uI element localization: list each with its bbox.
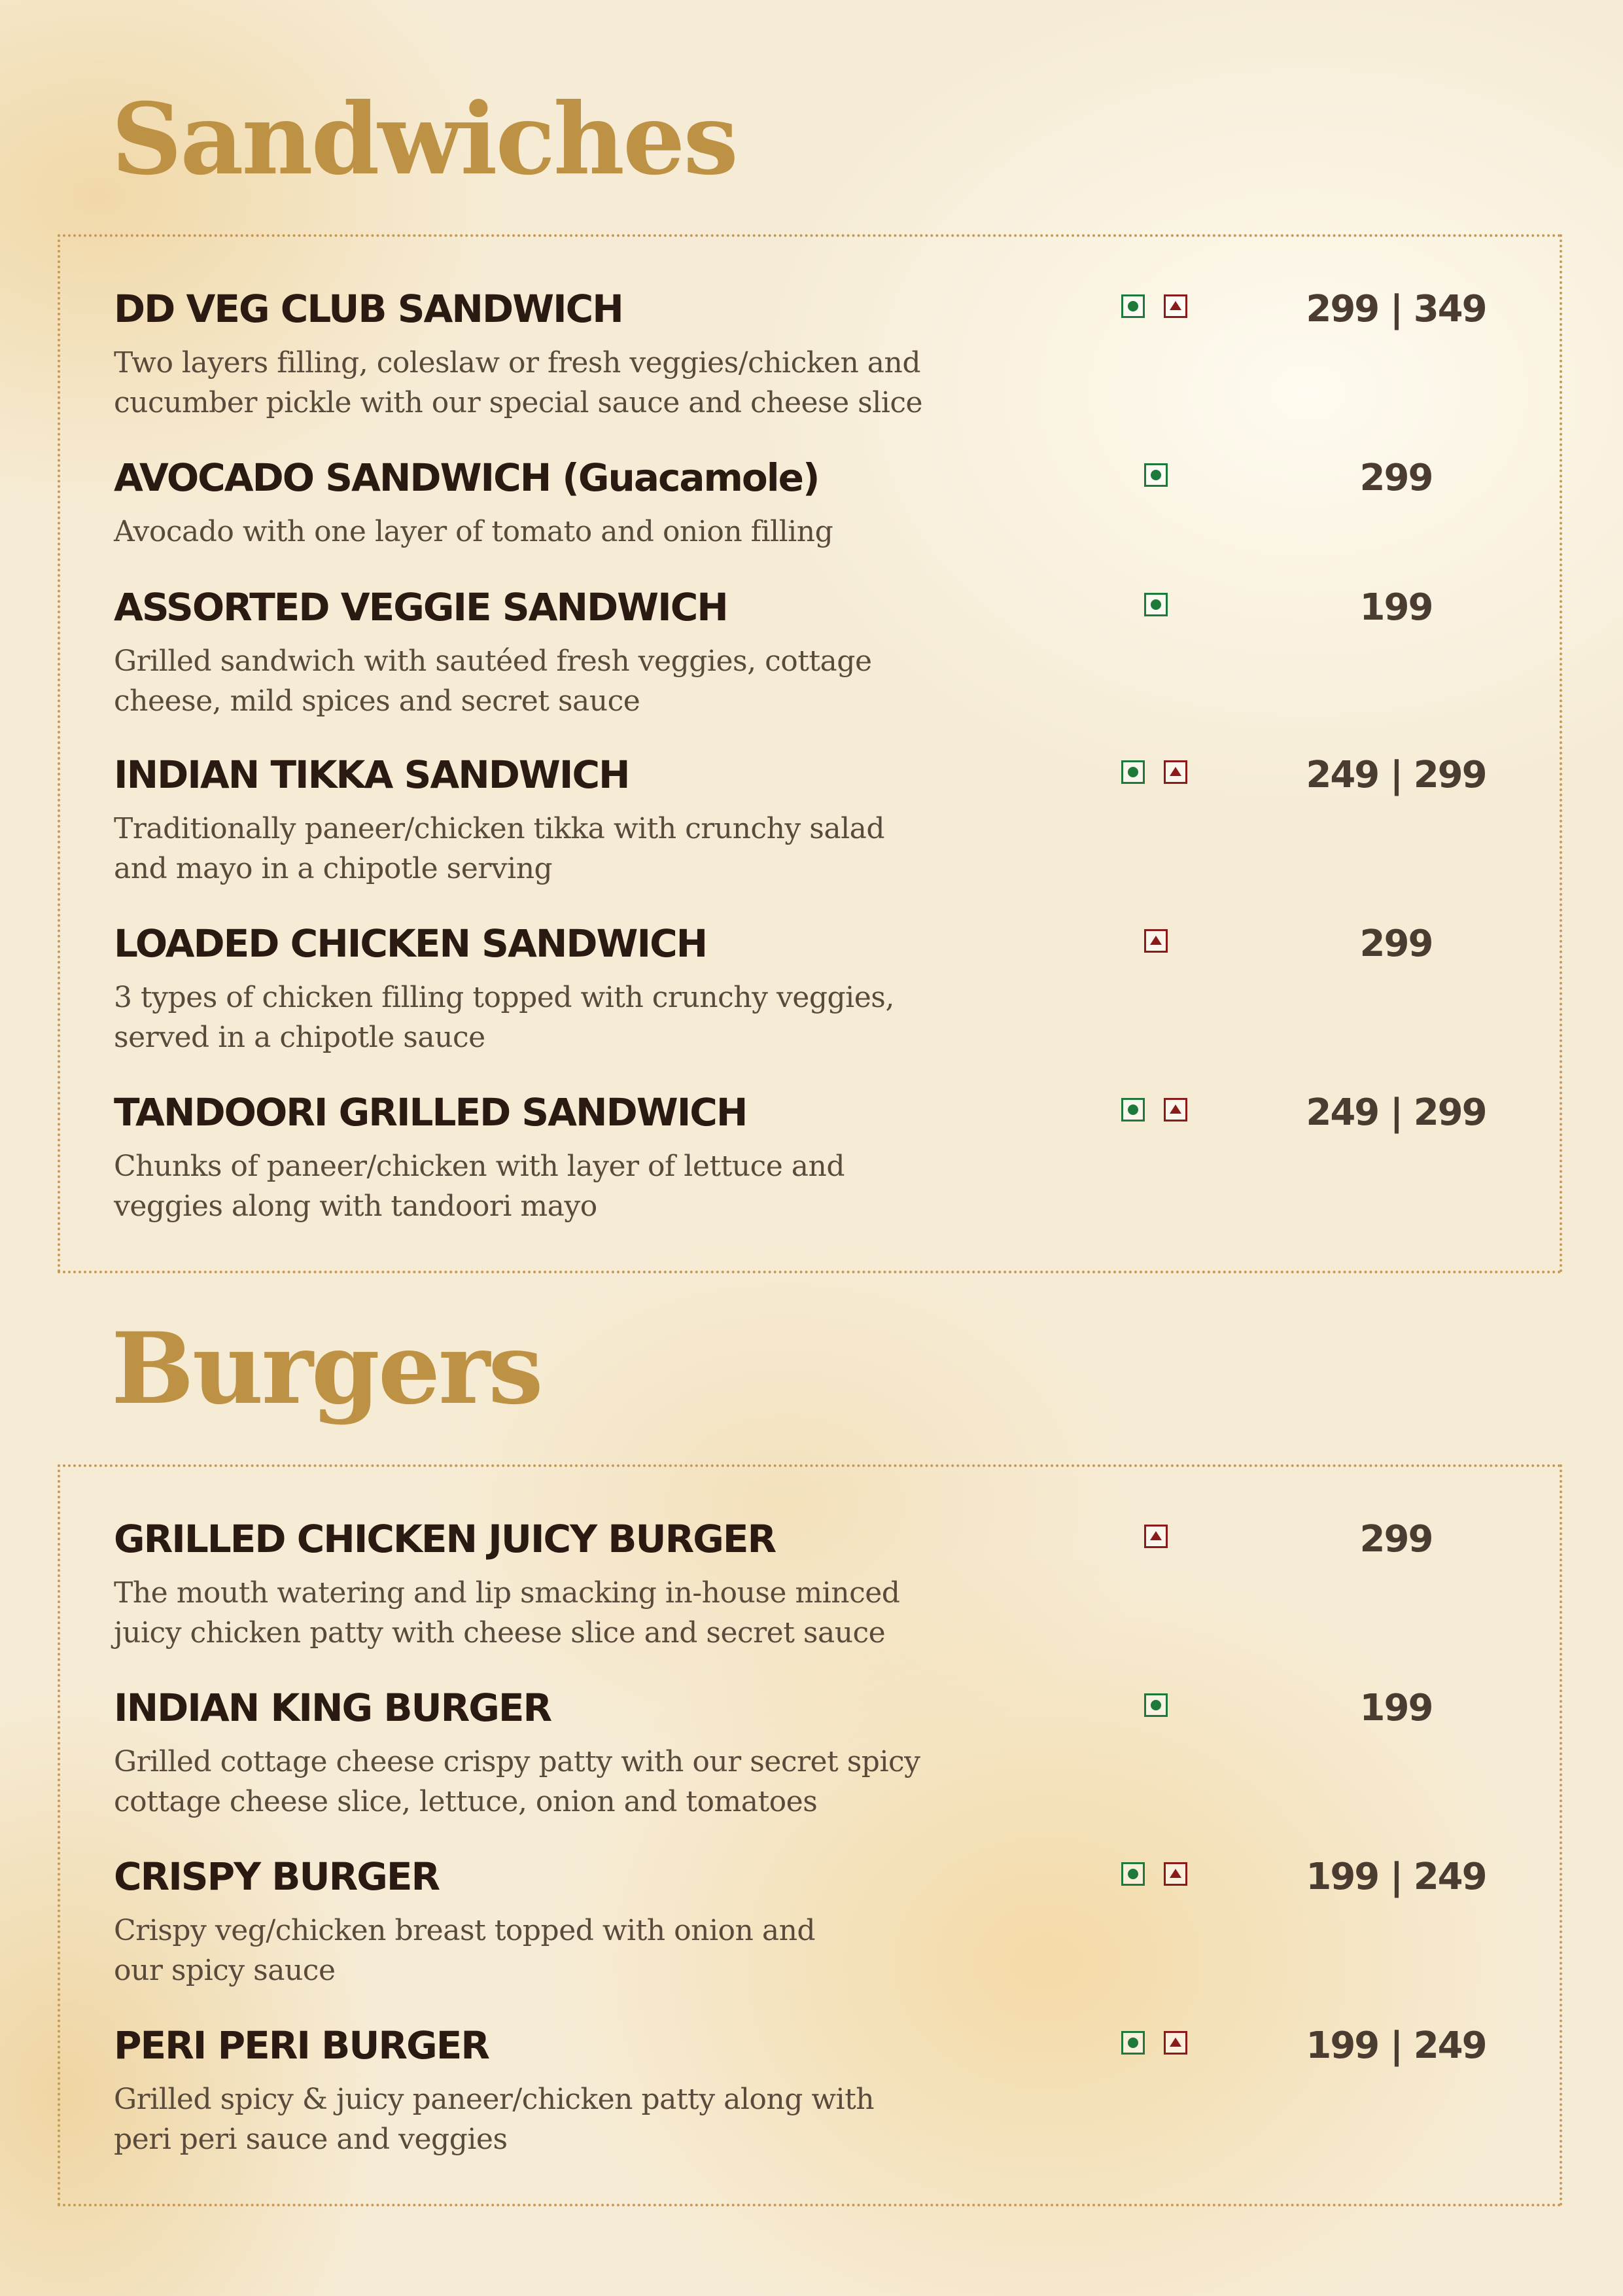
veg-mark-icon [1144,593,1168,616]
veg-mark-icon [1121,1862,1145,1886]
nonveg-mark-icon [1164,1098,1187,1122]
menu-item [114,921,1507,1101]
menu-item [114,585,1507,764]
menu-item [114,1090,1507,1269]
veg-mark-icon [1121,1098,1145,1122]
veg-mark-icon [1144,463,1168,487]
item-name: CRISPY BURGER [114,1854,440,1899]
veg-mark-icon [1121,2031,1145,2055]
item-price: 299 [1359,923,1433,965]
item-description: Grilled cottage cheese crispy patty with our secret spicy cottage cheese slice, lettuce, onion and tomatoes [114,1745,920,1818]
nonveg-mark-icon [1164,2031,1187,2055]
item-price: 199 | 249 [1306,1856,1486,1898]
nonveg-mark-icon [1164,760,1187,784]
item-name: AVOCADO SANDWICH (Guacamole) [114,455,819,500]
veg-mark-icon [1144,1693,1168,1717]
item-description: Crispy veg/chicken breast topped with onion and our spicy sauce [114,1914,816,1987]
menu-item [114,1854,1507,2034]
item-name: PERI PERI BURGER [114,2023,489,2068]
nonveg-mark-icon [1144,929,1168,953]
veg-mark-icon [1121,760,1145,784]
item-description: Grilled spicy & juicy paneer/chicken patty along with peri peri sauce and veggies [114,2083,875,2156]
section-title-sandwiches: Sandwiches [111,82,737,197]
menu-item [114,1517,1507,1696]
item-name: DD VEG CLUB SANDWICH [114,287,623,331]
menu-item [114,752,1507,932]
item-description: 3 types of chicken filling topped with crunchy veggies, served in a chipotle sauce [114,981,894,1054]
item-name: INDIAN KING BURGER [114,1686,551,1730]
veg-mark-icon [1121,294,1145,318]
item-price: 249 | 299 [1306,1091,1486,1134]
sandwiches-menu-box [58,234,1562,1273]
nonveg-mark-icon [1164,1862,1187,1886]
burgers-menu-box [58,1464,1562,2206]
item-price: 199 | 249 [1306,2024,1486,2067]
item-name: TANDOORI GRILLED SANDWICH [114,1090,747,1135]
menu-item [114,287,1507,466]
section-title-burgers: Burgers [111,1311,542,1426]
nonveg-mark-icon [1144,1525,1168,1548]
item-name: LOADED CHICKEN SANDWICH [114,921,707,966]
item-name: GRILLED CHICKEN JUICY BURGER [114,1517,776,1561]
item-name: ASSORTED VEGGIE SANDWICH [114,585,727,629]
item-name: INDIAN TIKKA SANDWICH [114,752,629,797]
item-price: 299 | 349 [1306,288,1486,330]
item-price: 299 [1359,1518,1433,1561]
menu-item [114,2023,1507,2202]
menu-item [114,1686,1507,1865]
item-description: Two layers filling, coleslaw or fresh veggies/chicken and cucumber pickle with our special sauce and cheese slice [114,346,923,419]
item-description: Avocado with one layer of tomato and onion filling [114,515,833,548]
item-description: Chunks of paneer/chicken with layer of lettuce and veggies along with tandoori mayo [114,1150,845,1223]
item-price: 199 [1359,1687,1433,1729]
nonveg-mark-icon [1164,294,1187,318]
item-price: 199 [1359,586,1433,629]
item-price: 299 [1359,457,1433,499]
item-description: Grilled sandwich with sautéed fresh veggies, cottage cheese, mild spices and secret sauce [114,645,872,718]
item-description: Traditionally paneer/chicken tikka with crunchy salad and mayo in a chipotle serving [114,812,885,885]
item-description: The mouth watering and lip smacking in-house minced juicy chicken patty with cheese slice and secret sauce [114,1576,900,1650]
item-price: 249 | 299 [1306,754,1486,796]
